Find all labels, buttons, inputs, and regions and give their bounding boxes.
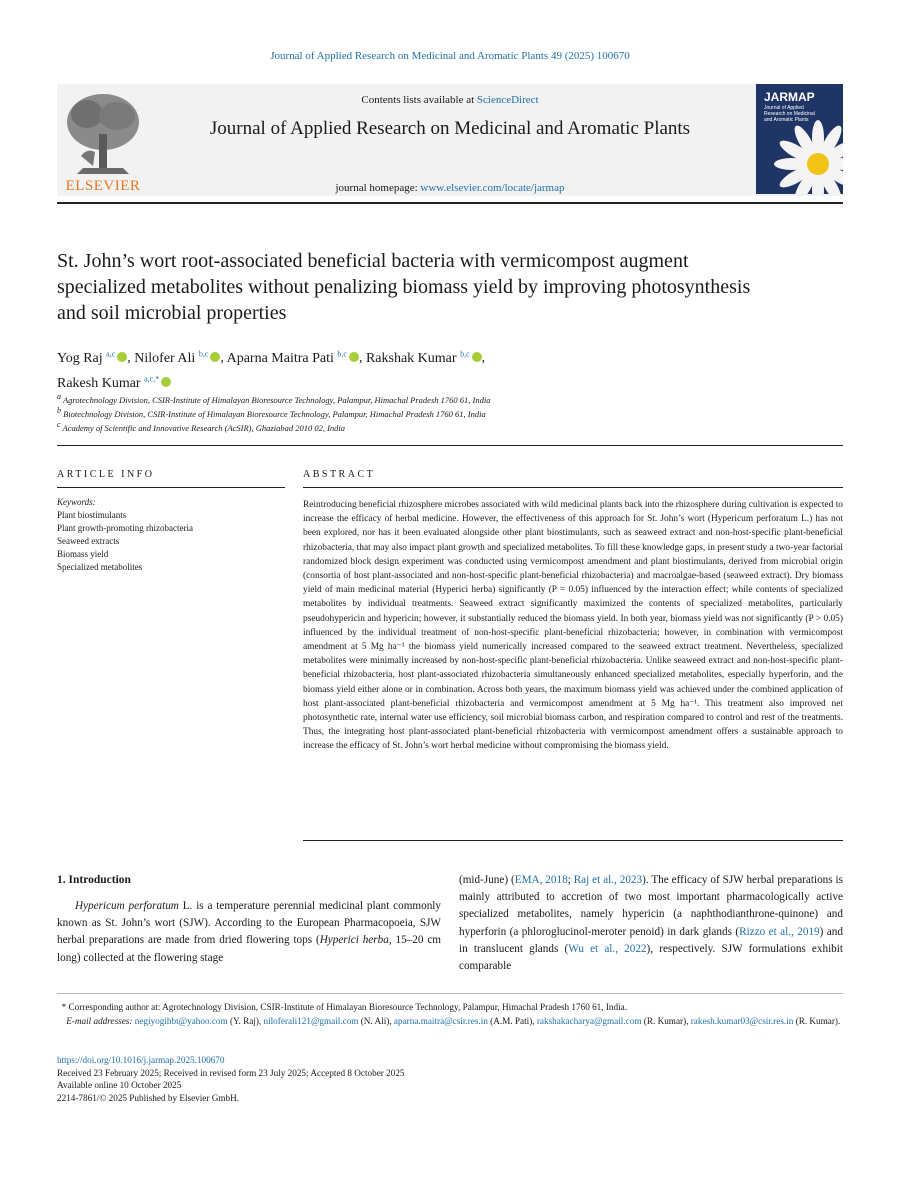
email-link[interactable]: niloferali121@gmail.com bbox=[263, 1016, 359, 1026]
email-owner: (R. Kumar) bbox=[643, 1016, 687, 1026]
intro-text: , 15–20 cm long) collected at the flowering stage bbox=[57, 934, 442, 964]
footnote-divider bbox=[57, 993, 843, 994]
orcid-icon[interactable] bbox=[117, 352, 127, 362]
author-name[interactable]: Rakesh Kumar bbox=[57, 376, 141, 392]
affiliation-key: c bbox=[57, 420, 61, 429]
author-name[interactable]: Yog Raj bbox=[57, 350, 103, 366]
intro-text: ). The efficacy of SJW herbal preparations is mainly attributed to accretion of two most important pharmacologically active specialized metabolites, namely hypericin (a naphthodianthrone-quinone) and hyperforin (a phloroglucinol-meroter penoid) in dark glands ( bbox=[459, 874, 843, 938]
received-dates: Received 23 February 2025; Received in revised form 23 July 2025; Accepted 8 October 2025 bbox=[57, 1067, 405, 1078]
email-owner: (A.M. Pati) bbox=[490, 1016, 533, 1026]
author-name[interactable]: Aparna Maitra Pati bbox=[226, 350, 334, 366]
affiliation bbox=[57, 406, 837, 419]
orcid-icon[interactable] bbox=[161, 377, 171, 387]
keywords-block bbox=[57, 496, 287, 574]
email-link[interactable]: rakshakacharya@gmail.com bbox=[536, 1016, 642, 1026]
abstract-heading: ABSTRACT bbox=[303, 469, 376, 480]
intro-text: ) and in translucent glands ( bbox=[459, 925, 843, 955]
author-name[interactable]: Rakshak Kumar bbox=[365, 350, 457, 366]
introduction-left-column bbox=[57, 898, 441, 967]
intro-italic-term: Hyperici herba bbox=[319, 934, 389, 947]
keyword-item: Biomass yield bbox=[57, 549, 109, 559]
author-entry[interactable] bbox=[366, 351, 482, 366]
affiliation-text: Biotechnology Division, CSIR-Institute of Himalayan Bioresource Technology, Palampur, Himachal Pradesh 1760 61, India bbox=[63, 408, 486, 419]
introduction-heading: 1. Introduction bbox=[57, 874, 131, 886]
affiliation bbox=[57, 392, 837, 405]
intro-text: ), respectively. SJW formulations exhibit comparable bbox=[459, 942, 843, 973]
journal-homepage-line bbox=[150, 182, 750, 194]
abstract-bottom-rule bbox=[303, 840, 843, 841]
citation-link[interactable]: Rizzo et al., 2019 bbox=[739, 925, 820, 938]
citation-link[interactable]: Raj et al., 2023 bbox=[573, 874, 643, 886]
email-addresses: E-mail addresses: negiyogihbt@yahoo.com (Y. Raj), niloferali121@gmail.com (N. Ali), aparna.maitra@csir.res.in (A.M. Pati), rakshakacharya@gmail.com (R. Kumar), rakesh.kumar03@csir.res.in (R. Kumar). bbox=[66, 1016, 841, 1026]
article-info-rule bbox=[57, 487, 285, 488]
affiliation-text: Academy of Scientific and Innovative Research (AcSIR), Ghaziabad 2010 02, India bbox=[62, 422, 346, 433]
cover-subtitle: Journal of Applied Research on Medicinal and Aromatic Plants bbox=[764, 105, 815, 123]
author-list: Yog Raj $^{a,c}$ , Nilofer Ali $^{b,c}$ , Aparna Maitra Pati $^{b,c}$ , Rakshak Kumar $^{b,c}$ , Rakesh Kumar $^{a,c,*}$ bbox=[57, 349, 486, 392]
affiliation-key: a bbox=[57, 392, 61, 401]
email-link[interactable]: negiyogihbt@yahoo.com bbox=[134, 1016, 228, 1026]
keyword-item: Plant biostimulants bbox=[57, 510, 127, 520]
author-entry[interactable] bbox=[227, 351, 359, 366]
author-entry[interactable] bbox=[57, 351, 127, 366]
journal-citation[interactable]: Journal of Applied Research on Medicinal and Aromatic Plants 49 (2025) 100670 bbox=[270, 50, 630, 62]
email-label: E-mail addresses: bbox=[66, 1016, 133, 1026]
doi-link[interactable]: https://doi.org/10.1016/j.jarmap.2025.100670 bbox=[57, 1055, 225, 1065]
journal-homepage-link[interactable]: www.elsevier.com/locate/jarmap bbox=[420, 182, 565, 194]
daisy-flower-image bbox=[756, 84, 843, 194]
affiliation-divider bbox=[57, 445, 843, 446]
email-owner: (N. Ali) bbox=[360, 1016, 390, 1026]
elsevier-wordmark[interactable]: ELSEVIER bbox=[65, 178, 141, 194]
footnote-block bbox=[57, 1000, 843, 1028]
contents-prefix: Contents lists available at bbox=[361, 94, 477, 106]
keywords-label: Keywords: bbox=[57, 497, 96, 507]
masthead-divider bbox=[57, 202, 843, 204]
cover-title: JARMAP bbox=[764, 90, 815, 104]
available-online: Available online 10 October 2025 bbox=[57, 1080, 182, 1090]
author-name[interactable]: Nilofer Ali bbox=[134, 350, 196, 366]
corresponding-author-text: Corresponding author at: Agrotechnology Division, CSIR-Institute of Himalayan Bioresource Technology, Palampur, Himachal Pradesh 1760 61, India. bbox=[68, 1002, 628, 1012]
intro-text: L. is a temperature perennial medicinal plant commonly known as St. John’s wort (SJW). According to the European Pharmacopoeia, SJW herbal preparations are made from dried flowering tops ( bbox=[57, 900, 441, 947]
publication-info bbox=[57, 1054, 657, 1104]
orcid-icon[interactable] bbox=[472, 352, 482, 362]
journal-title: Journal of Applied Research on Medicinal and Aromatic Plants bbox=[209, 118, 691, 139]
intro-italic-term: Hypericum perforatum bbox=[75, 900, 179, 912]
keyword-item: Specialized metabolites bbox=[57, 562, 143, 572]
affiliation-text: Agrotechnology Division, CSIR-Institute of Himalayan Bioresource Technology, Palampur, Himachal Pradesh 1760 61, India bbox=[62, 394, 491, 405]
article-title: St. John’s wort root-associated beneficial bacteria with vermicompost augment specialized metabolites without penalizing biomass yield by improving photosynthesis and soil microbial properties bbox=[57, 250, 751, 324]
contents-available-line bbox=[150, 94, 750, 106]
corresponding-author-note: * Corresponding author at: Agrotechnology Division, CSIR-Institute of Himalayan Bioresource Technology, Palampur, Himachal Pradesh 1760 61, India. bbox=[57, 1002, 628, 1012]
abstract-rule bbox=[303, 487, 843, 488]
author-affil-mark[interactable]: a,c bbox=[106, 349, 116, 358]
keyword-item: Seaweed extracts bbox=[57, 536, 120, 546]
intro-text: ; bbox=[567, 874, 574, 886]
affiliation-key: b bbox=[57, 406, 61, 415]
email-link[interactable]: rakesh.kumar03@csir.res.in bbox=[690, 1016, 794, 1026]
affiliation bbox=[57, 420, 837, 433]
orcid-icon[interactable] bbox=[210, 352, 220, 362]
citation-link[interactable]: Wu et al., 2022 bbox=[568, 942, 647, 955]
email-link[interactable]: aparna.maitra@csir.res.in bbox=[393, 1016, 488, 1026]
citation-link[interactable]: EMA, 2018 bbox=[514, 874, 568, 886]
author-entry[interactable] bbox=[134, 351, 220, 366]
homepage-prefix: journal homepage: bbox=[335, 182, 421, 194]
abstract-body: Reintroducing beneficial rhizosphere microbes associated with wild medicinal plants back into the rhizosphere during cultivation is expected to increase the efficacy of herbal medicine. However, the effectiveness of this approach for St. John’s wort (Hypericum perforatum L.) has not been explored, nor has it been evaluated alongside other plant biostimulants, such as seaweed extract and non-host-specific plant-beneficial rhizobacteria, that may also impact plant growth and specialized metabolites. To fill these knowledge gaps, in present study a two-year factorial randomized block design experiment was conducted using vermicompost amendment and plant biostimulants, derived from microbial origin (consortia of host plant-associated and non-host-specific plant-beneficial rhizobacteria) and macroalgae-based (seaweed extract). Dry biomass yield of main medicinal material (Hyperici herba) significantly (P = 0.05) influenced by the interaction effect; while contents of specialized metabolites by individual treatments. Seaweed extract significantly maximized the contents of specialized metabolites, particularly pseudohypericin and hypericin; however, it substantially reduced the biomass yield. In both year, biomass yield was not significantly (P > 0.05) influenced by the individual treatment of non-host-specific plant-beneficial rhizobacteria; however, in combination with vermicompost amendment at 5 Mg ha⁻¹ the biomass yield numerically increased compared to the seaweed extract treatment. Nevertheless, specialized metabolites were minimally increased by non-host-specific plant-beneficial rhizobacteria. Unlike seaweed extract and non-host-specific plant-beneficial rhizobacteria, host plant-associated rhizobacteria simultaneously enhanced specialized metabolites, especially hyperforin, and the biomass yield either alone or in combination. Across both years, the maximum biomass yield was achieved under the combined application of host plant-associated plant-beneficial rhizobacteria and vermicompost amendment at 5 Mg ha⁻¹. This treatment also improved net photosynthetic rate, internal water use efficiency, soil microbial biomass carbon, and respiration compared to control and rest of the treatments. Thus, the integrating host plant-associated plant-beneficial rhizobacteria with vermicompost amendment offers a sustainable approach to increase the efficacy of St. John’s wort herbal medicine without compromising the biomass yield. bbox=[303, 500, 843, 752]
orcid-icon[interactable] bbox=[349, 352, 359, 362]
article-info-heading: ARTICLE INFO bbox=[57, 469, 155, 480]
introduction-right-column bbox=[459, 872, 843, 975]
author-affil-mark[interactable]: b,c bbox=[460, 349, 470, 358]
author-affil-mark[interactable]: b,c bbox=[337, 349, 347, 358]
sciencedirect-link[interactable]: ScienceDirect bbox=[476, 94, 539, 106]
email-owner: (Y. Raj) bbox=[229, 1016, 259, 1026]
copyright-line: 2214-7861/© 2025 Published by Elsevier GmbH. bbox=[57, 1092, 240, 1103]
author-affil-mark[interactable]: a,c,* bbox=[144, 374, 160, 384]
email-owner: (R. Kumar). bbox=[795, 1016, 841, 1026]
author-entry[interactable] bbox=[57, 376, 171, 391]
author-affil-mark[interactable]: b,c bbox=[198, 349, 209, 358]
intro-text: (mid-June) ( bbox=[459, 874, 515, 886]
keyword-item: Plant growth-promoting rhizobacteria bbox=[57, 523, 193, 533]
journal-cover-thumbnail[interactable] bbox=[756, 84, 843, 194]
